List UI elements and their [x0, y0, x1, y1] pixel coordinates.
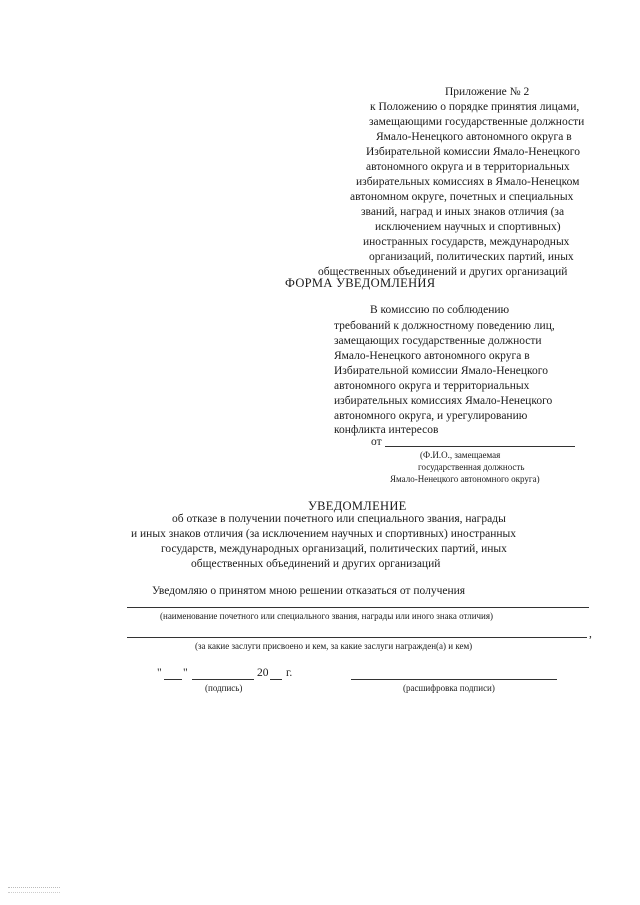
appendix-line: Избирательной комиссии Ямало-Ненецкого [366, 146, 580, 158]
addressee-line: замещающих государственные должности [334, 335, 542, 347]
appendix-line: автономном округе, почетных и специальных [350, 191, 574, 203]
addressee-line: избирательных комиссиях Ямало-Ненецкого [334, 395, 553, 407]
signature-caption: (подпись) [205, 683, 243, 693]
award-name-caption: (наименование почетного или специального звания, награды или иного знака отличия) [160, 611, 493, 621]
appendix-line: замещающими государственные должности [369, 116, 585, 128]
appendix-line: званий, наград и иных знаков отличия (за [361, 206, 565, 218]
from-caption-line: (Ф.И.О., замещаемая [420, 450, 501, 460]
signature-decoding-line [351, 679, 557, 680]
merit-line [127, 637, 587, 638]
addressee-line: В комиссию по соблюдению [370, 304, 510, 316]
from-line [385, 446, 575, 447]
date-year-prefix: 20 [257, 667, 269, 679]
date-quote-close: " [183, 667, 188, 679]
merit-caption: (за какие заслуги присвоено и кем, за какие заслуги награжден(а) и кем) [195, 641, 473, 651]
date-year-line [270, 679, 282, 680]
date-day-line [164, 679, 182, 680]
appendix-line: общественных объединений и других организаций [318, 266, 568, 278]
appendix-title: Приложение № 2 [445, 86, 530, 98]
from-caption-line: государственная должность [418, 462, 525, 472]
decoding-caption: (расшифровка подписи) [403, 683, 495, 693]
award-name-line [127, 607, 589, 608]
date-month-line [192, 679, 254, 680]
appendix-line: к Положению о порядке принятия лицами, [370, 101, 580, 113]
appendix-line: автономного округа и в территориальных [366, 161, 570, 173]
appendix-line: иностранных государств, международных [363, 236, 570, 248]
from-label: от [371, 436, 382, 448]
addressee-line: автономного округа и территориальных [334, 380, 530, 392]
notice-subtitle-line: государств, международных организаций, политических партий, иных [161, 543, 507, 555]
addressee-line: автономного округа, и урегулированию [334, 410, 528, 422]
appendix-line: исключением научных и спортивных) [375, 221, 561, 233]
form-title: ФОРМА УВЕДОМЛЕНИЯ [285, 276, 436, 290]
merit-line-end: , [589, 628, 592, 640]
date-quote-open: " [157, 667, 162, 679]
notice-subtitle-line: и иных знаков отличия (за исключением научных и спортивных) иностранных [131, 528, 516, 540]
addressee-line: Избирательной комиссии Ямало-Ненецкого [334, 365, 548, 377]
addressee-line: конфликта интересов [334, 424, 439, 436]
scan-artifact [8, 887, 60, 893]
appendix-line: организаций, политических партий, иных [369, 251, 574, 263]
notice-subtitle-line: об отказе в получении почетного или специального звания, награды [172, 513, 506, 525]
from-caption-line: Ямало-Ненецкого автономного округа) [390, 474, 540, 484]
addressee-line: требований к должностному поведению лиц, [334, 320, 555, 332]
appendix-line: Ямало-Ненецкого автономного округа в [376, 131, 572, 143]
notice-subtitle-line: общественных объединений и других организаций [191, 558, 441, 570]
notice-body: Уведомляю о принятом мною решении отказаться от получения [152, 585, 466, 597]
appendix-line: избирательных комиссиях в Ямало-Ненецком [356, 176, 580, 188]
notice-title: УВЕДОМЛЕНИЕ [308, 499, 407, 513]
date-year-suffix: г. [286, 667, 293, 679]
addressee-line: Ямало-Ненецкого автономного округа в [334, 350, 530, 362]
